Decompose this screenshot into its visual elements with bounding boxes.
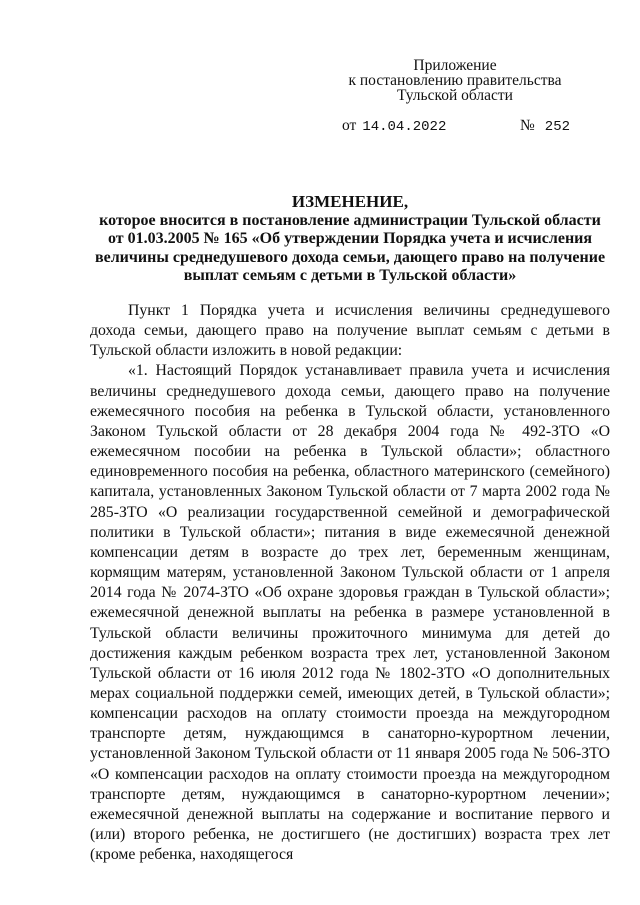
title-line-2: от 01.03.2005 № 165 «Об утверждении Порядка учета и исчисления (107, 230, 593, 247)
title-line-4: выплат семьям с детьми в Тульской области» (183, 267, 517, 284)
document-date: 14.04.2022 (362, 119, 447, 135)
appendix-line-3: Тульской области (397, 87, 513, 104)
appendix-line-2: к постановлению правительства (348, 72, 562, 89)
title-line-1: которое вносится в постановление администрации Тульской области (99, 211, 601, 229)
appendix-block (330, 58, 580, 103)
body-paragraph-2: «1. Настоящий Порядок устанавливает правила учета и исчисления величины среднедушевого дохода семьи, дающего право на получение ежемесячного пособия на ребенка в Тульской области, установленного Законом Тульской области от 28 декабря 2004 года № 492-ЗТО «О ежемесячном пособии на ребенка в Тульской области»; областного единовременного пособия на ребенка, областного материнского (семейного) капитала, установленных Законом Тульской области от 7 марта 2002 года № 285-ЗТО «О реализации государственной семейной и демографической политики в Тульской области»; питания в виде ежемесячной денежной компенсации детям в возрасте до трех лет, беременным женщинам, кормящим матерям, установленной Законом Тульской области от 1 апреля 2014 года № 2074-ЗТО «Об охране здоровья граждан в Тульской области»; ежемесячной денежной выплаты на ребенка в размере установленной в Тульской области величины прожиточного минимума для детей до достижения каждым ребенком возраста трех лет, установленной Законом Тульской области от 16 июля 2012 года № 1802-ЗТО «О дополнительных мерах социальной поддержки семей, имеющих детей, в Тульской области»; компенсации расходов на оплату стоимости проезда на междугородном транспорте детям, нуждающимся в санаторно-курортном лечении, установленной Законом Тульской области от 11 января 2005 года № 506-ЗТО «О компенсации расходов на оплату стоимости проезда на междугородном транспорте детям, нуждающимся в санаторно-курортном лечении»; ежемесячной денежной выплаты на содержание и воспитание первого и (или) второго ребенка, не достигшего (не достигших) возраста трех лет (кроме ребенка, находящегося (90, 362, 610, 864)
title-heading: ИЗМЕНЕНИЕ, (291, 192, 409, 211)
document-number-group (520, 117, 570, 135)
title-line-3: величины среднедушевого дохода семьи, дающего право на получение (94, 248, 606, 266)
number-prefix: № (520, 117, 535, 134)
document-title (90, 193, 610, 286)
body-paragraph-1: Пункт 1 Порядка учета и исчисления величины среднедушевого дохода семьи, дающего право на получение выплат семьям с детьми в Тульской области изложить в новой редакции: (90, 302, 610, 360)
document-dateline (342, 117, 571, 135)
appendix-line-1: Приложение (413, 57, 497, 74)
document-number: 252 (544, 119, 571, 135)
date-prefix: от (342, 117, 357, 134)
document-body (90, 301, 610, 865)
